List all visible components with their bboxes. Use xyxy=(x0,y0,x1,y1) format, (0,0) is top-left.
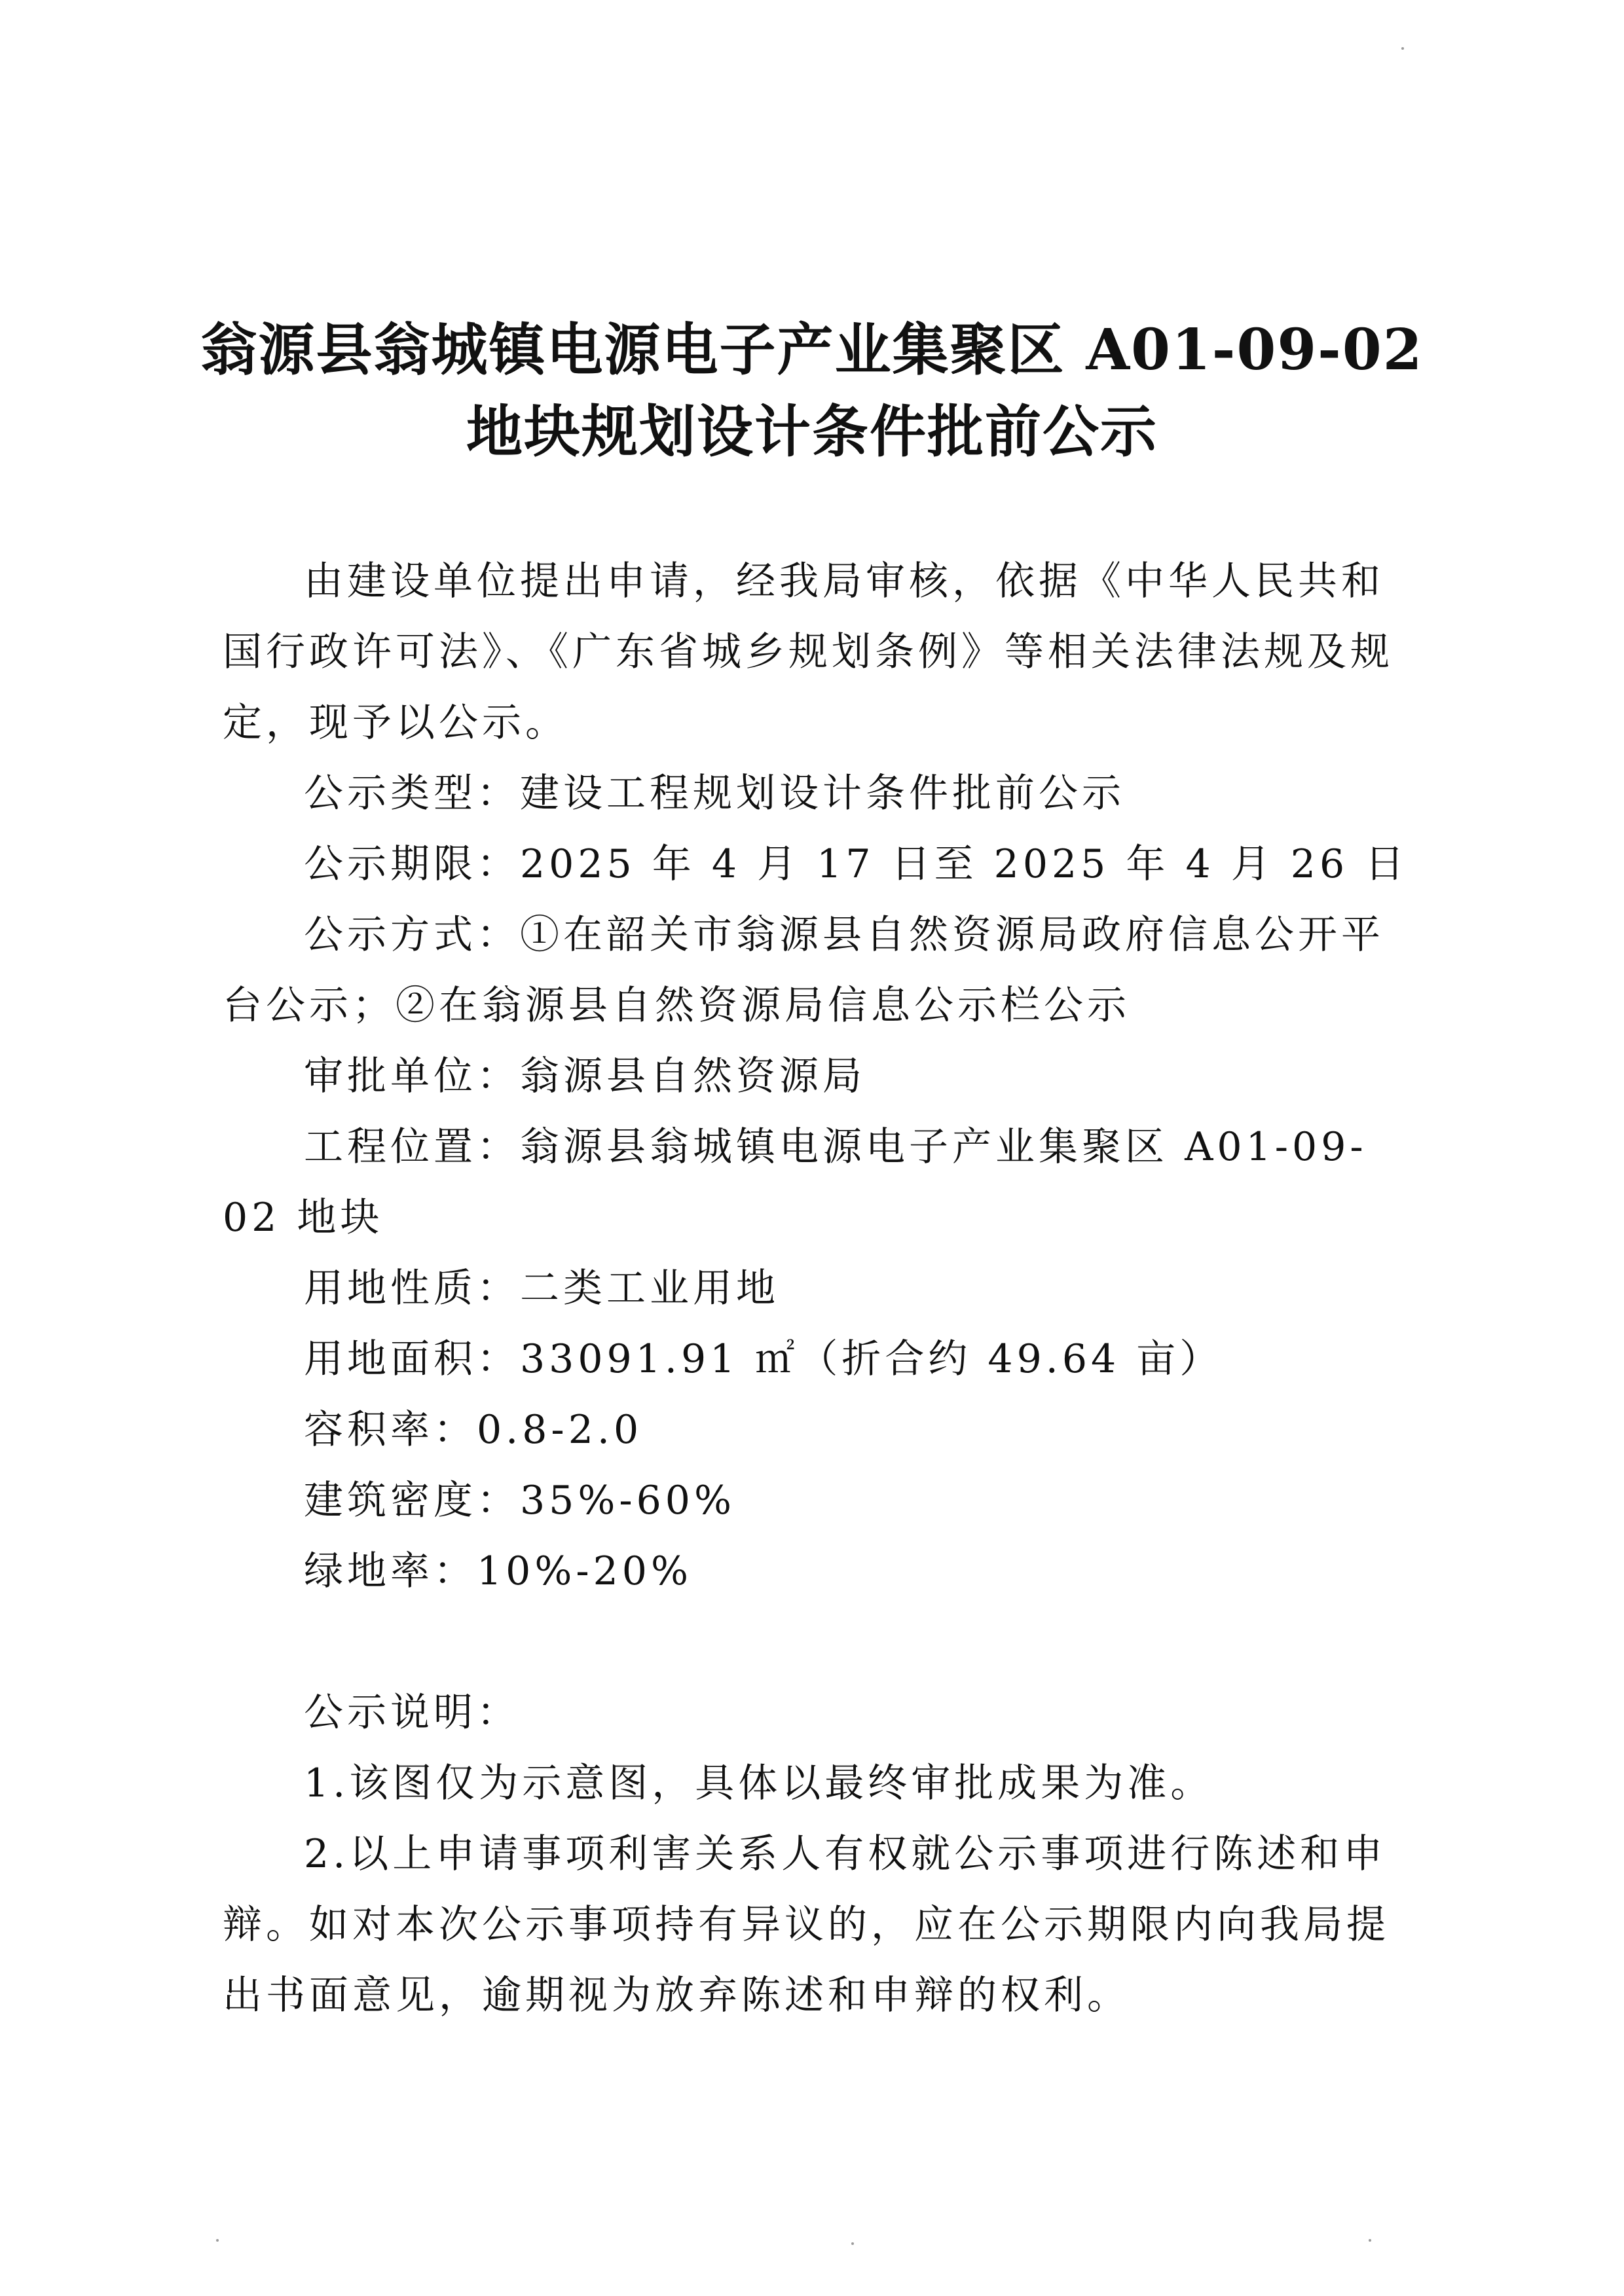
notes-heading: 公示说明： xyxy=(304,1690,520,1736)
note-2: 2.以上申请事项利害关系人有权就公示事项进行陈述和申辩。如对本次公示事项持有异议的，应在公示期限内向我局提出书面意见，逾期视为放弃陈述和申辩的权利。 xyxy=(223,1831,1390,2018)
note-1: 1.该图仅为示意图，具体以最终审批成果为准。 xyxy=(304,1760,1214,1806)
project-location: 工程位置：翁源县翁城镇电源电子产业集聚区 A01-09-02 地块 xyxy=(223,1124,1367,1241)
document-title-line-2: 地块规划设计条件批前公示 xyxy=(466,399,1158,465)
scan-speck xyxy=(216,2239,219,2242)
scan-speck xyxy=(851,2242,854,2245)
document-body xyxy=(223,546,1421,2031)
document-title-line-1: 翁源县翁城镇电源电子产业集聚区 A01-09-02 xyxy=(200,317,1424,383)
green-ratio: 绿地率：10%-20% xyxy=(304,1548,692,1594)
approval-unit: 审批单位：翁源县自然资源局 xyxy=(304,1053,866,1099)
building-density: 建筑密度：35%-60% xyxy=(304,1478,735,1523)
land-use-type: 用地性质：二类工业用地 xyxy=(304,1266,779,1311)
land-area: 用地面积：33091.91 ㎡（折合约 49.64 亩） xyxy=(304,1336,1223,1382)
notice-type: 公示类型：建设工程规划设计条件批前公示 xyxy=(304,771,1125,816)
notice-period: 公示期限：2025 年 4 月 17 日至 2025 年 4 月 26 日 xyxy=(304,841,1409,887)
floor-area-ratio: 容积率：0.8-2.0 xyxy=(304,1407,643,1453)
notice-method: 公示方式：①在韶关市翁源县自然资源局政府信息公开平台公示；②在翁源县自然资源局信息公示栏公示 xyxy=(223,912,1384,1029)
section-spacer xyxy=(223,1607,1421,1677)
scan-speck xyxy=(1369,2239,1371,2242)
intro-paragraph: 由建设单位提出申请，经我局审核，依据《中华人民共和国行政许可法》、《广东省城乡规划条例》等相关法律法规及规定，现予以公示。 xyxy=(223,558,1393,746)
scan-speck xyxy=(1401,47,1404,50)
